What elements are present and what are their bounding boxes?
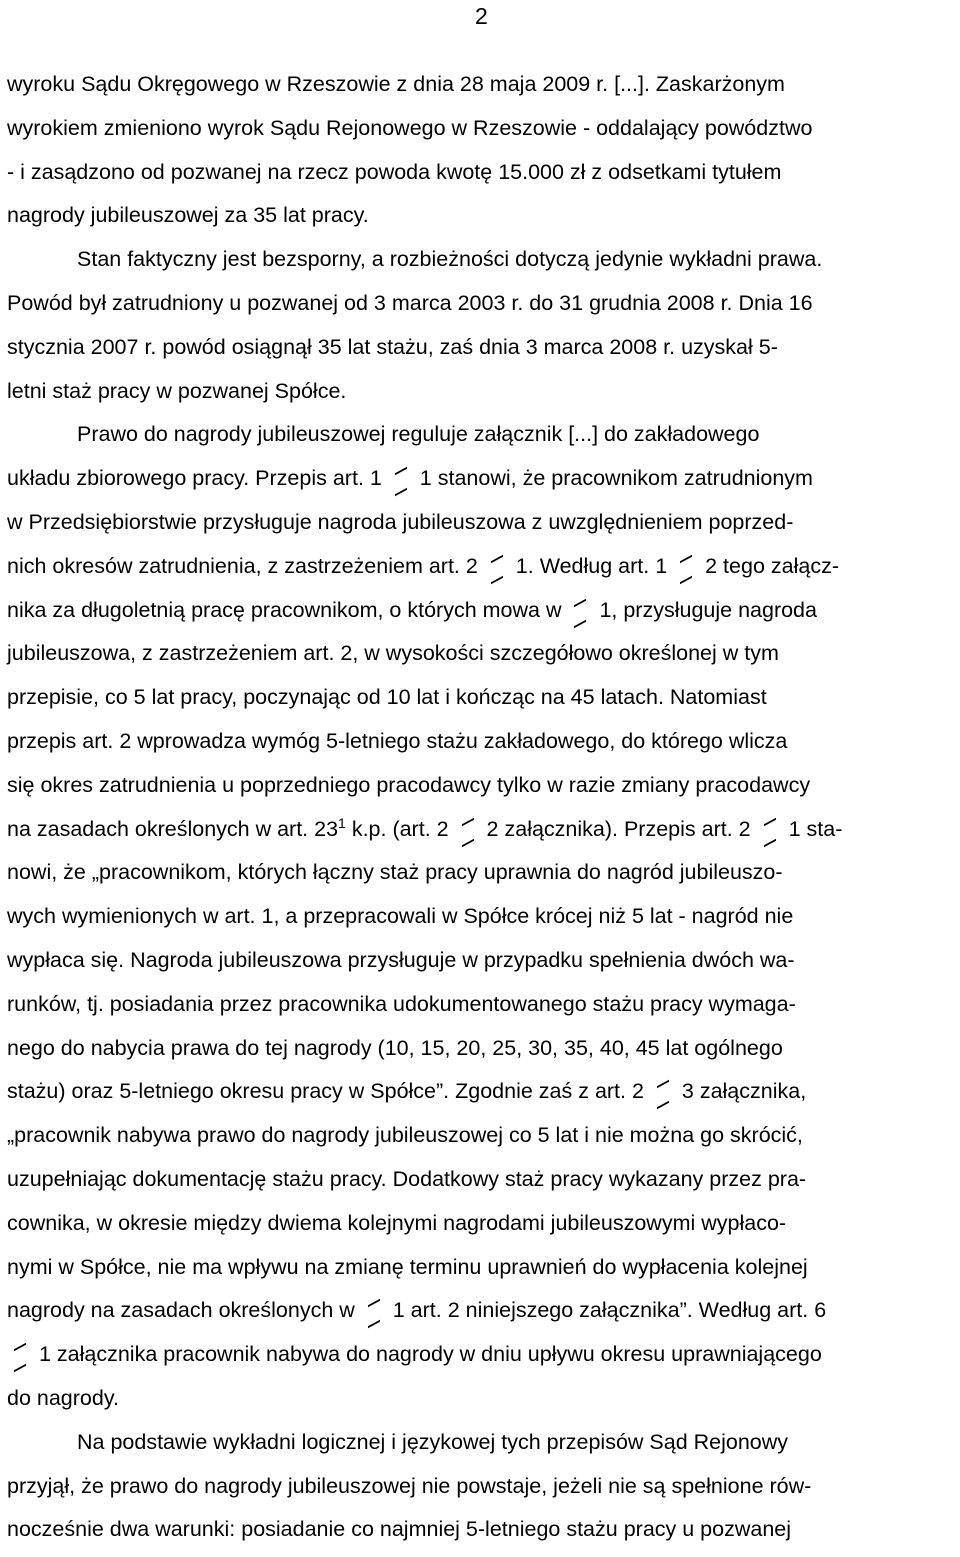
text-line: się okres zatrudnienia u poprzedniego pracodawcy tylko w razie zmiany pracodawcy	[7, 772, 811, 797]
section-sign	[361, 1294, 387, 1326]
section-sign	[567, 594, 593, 626]
text-line: w Przedsiębiorstwie przysługuje nagroda jubileuszowa z uwzględnieniem poprzed-	[7, 509, 794, 534]
document-body	[7, 68, 955, 1557]
text-line: uzupełniając dokumentację stażu pracy. Dodatkowy staż pracy wykazany przez pra-	[7, 1166, 807, 1191]
text-line: nocześnie dwa warunki: posiadanie co najmniej 5-letniego stażu pracy u pozwanej	[7, 1517, 792, 1542]
text-line: nagrody na zasadach określonych w 1 art. 2 niniejszego załącznika”. Według art. 6	[7, 1294, 955, 1338]
text-line: wypłaca się. Nagroda jubileuszowa przysługuje w przypadku spełnienia dwóch wa-	[7, 947, 795, 972]
text-line: Stan faktyczny jest bezsporny, a rozbieżności dotyczą jedynie wykładni prawa.	[77, 247, 823, 272]
superscript: 1	[338, 814, 346, 831]
text-line: Powód był zatrudniony u pozwanej od 3 marca 2003 r. do 31 grudnia 2008 r. Dnia 16	[7, 290, 813, 315]
text-line: wyrokiem zmieniono wyrok Sądu Rejonowego w Rzeszowie - oddalający powództwo	[7, 115, 813, 140]
text-line: nymi w Spółce, nie ma wpływu na zmianę terminu uprawnień do wypłacenia kolejnej	[7, 1254, 808, 1279]
section-sign	[455, 813, 481, 845]
text-line: nego do nabycia prawa do tej nagrody (10, 15, 20, 25, 30, 35, 40, 45 lat ogólnego	[7, 1035, 783, 1060]
text-line: stycznia 2007 r. powód osiągnął 35 lat stażu, zaś dnia 3 marca 2008 r. uzyskał 5-	[7, 334, 778, 359]
text-line: jubileuszowa, z zastrzeżeniem art. 2, w wysokości szczegółowo określonej w tym	[7, 641, 779, 666]
text-line: 1 załącznika pracownik nabywa do nagrody w dniu upływu okresu uprawniającego	[7, 1338, 955, 1382]
text-line: nika za długoletnią pracę pracownikom, o których mowa w 1, przysługuje nagroda	[7, 594, 955, 638]
text-line: układu zbiorowego pracy. Przepis art. 1 1 stanowi, że pracownikom zatrudnionym	[7, 462, 955, 506]
text-line: nagrody jubileuszowej za 35 lat pracy.	[7, 203, 369, 228]
section-sign	[7, 1338, 33, 1370]
section-sign	[484, 550, 510, 582]
text-line: przepisie, co 5 lat pracy, poczynając od 10 lat i kończąc na 45 latach. Natomiast	[7, 685, 767, 710]
text-line: Prawo do nagrody jubileuszowej reguluje załącznik [...] do zakładowego	[77, 422, 760, 447]
text-line: runków, tj. posiadania przez pracownika udokumentowanego stażu pracy wymaga-	[7, 991, 796, 1016]
section-sign	[650, 1075, 676, 1107]
text-line: nich okresów zatrudnienia, z zastrzeżeniem art. 2 1. Według art. 1 2 tego załącz-	[7, 550, 955, 594]
text-line: - i zasądzono od pozwanej na rzecz powoda kwotę 15.000 zł z odsetkami tytułem	[7, 159, 782, 184]
section-sign	[673, 550, 699, 582]
text-line: Na podstawie wykładni logicznej i językowej tych przepisów Sąd Rejonowy	[77, 1429, 789, 1454]
section-sign	[388, 462, 414, 494]
text-line: na zasadach określonych w art. $23^1$ k.p. (art. 2 2 załącznika). Przepis art. 2 1 sta-	[7, 813, 955, 857]
text-line: przyjął, że prawo do nagrody jubileuszowej nie powstaje, jeżeli nie są spełnione rów-	[7, 1473, 812, 1498]
text-line: nowi, że „pracownikom, których łączny staż pracy uprawnia do nagród jubileuszo-	[7, 860, 783, 885]
text-line: przepis art. 2 wprowadza wymóg 5-letniego stażu zakładowego, do którego wlicza	[7, 728, 788, 753]
text-line: do nagrody.	[7, 1385, 119, 1410]
text-line: letni staż pracy w pozwanej Spółce.	[7, 378, 347, 403]
section-sign	[757, 813, 783, 845]
text-line: cownika, w okresie między dwiema kolejnymi nagrodami jubileuszowymi wypłaco-	[7, 1210, 787, 1235]
text-line: wyroku Sądu Okręgowego w Rzeszowie z dnia 28 maja 2009 r. [...]. Zaskarżonym	[7, 72, 785, 96]
page-number: 2	[475, 3, 488, 29]
text-line: wych wymienionych w art. 1, a przepracowali w Spółce krócej niż 5 lat - nagród nie	[7, 904, 794, 929]
text-line: „pracownik nabywa prawo do nagrody jubileuszowej co 5 lat i nie można go skrócić,	[7, 1123, 803, 1148]
text-line: stażu) oraz 5-letniego okresu pracy w Spółce”. Zgodnie zaś z art. 2 3 załącznika,	[7, 1075, 955, 1119]
